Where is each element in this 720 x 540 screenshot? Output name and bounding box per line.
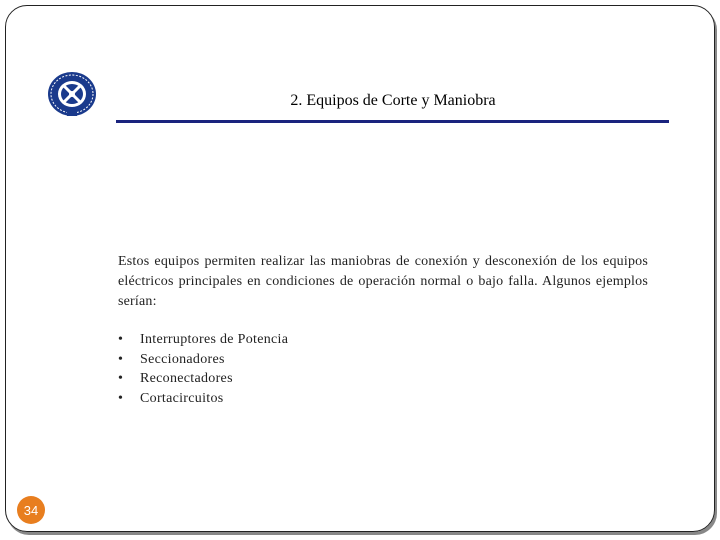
bullet-icon: •	[118, 351, 124, 367]
list-item	[118, 330, 288, 350]
intro-paragraph: Estos equipos permiten realizar las maniobras de conexión y desconexión de los equipos eléctricos principales en condiciones de operación normal o bajo falla. Algunos ejemplos serían:	[118, 254, 648, 309]
title-underline	[116, 120, 669, 123]
page-number-badge: 34	[17, 496, 45, 524]
list-item-label: Reconectadores	[140, 371, 233, 386]
list-item-label: Seccionadores	[140, 351, 225, 367]
list-item	[118, 369, 288, 389]
bullet-icon: •	[118, 390, 124, 406]
list-item-label: Interruptores de Potencia	[140, 332, 289, 347]
bullet-icon: •	[118, 332, 124, 347]
examples-list	[118, 330, 288, 408]
list-item	[118, 389, 288, 409]
slide-title: 2. Equipos de Corte y Maniobra	[290, 92, 496, 109]
list-item	[118, 350, 288, 370]
university-seal-icon	[46, 70, 98, 118]
list-item-label: Cortacircuitos	[140, 390, 224, 406]
bullet-icon: •	[118, 371, 124, 386]
